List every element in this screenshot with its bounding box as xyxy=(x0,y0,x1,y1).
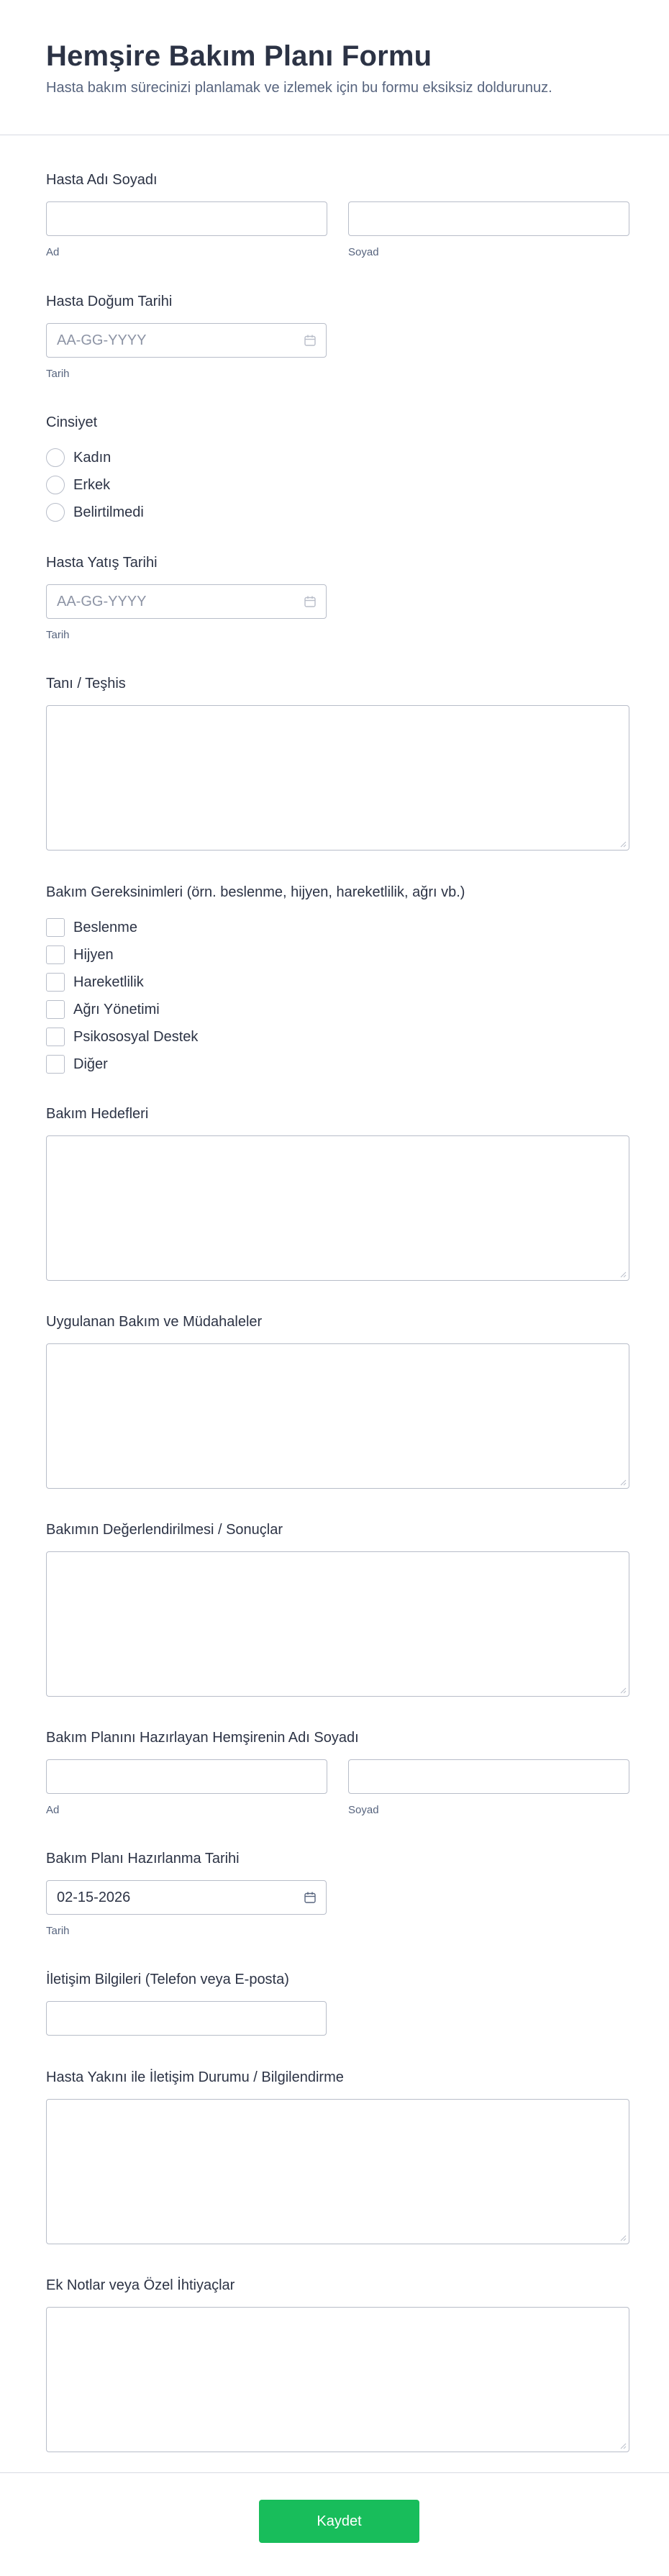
diagnosis-label: Tanı / Teşhis xyxy=(46,676,126,691)
gender-option-label: Kadın xyxy=(73,449,112,466)
care-goals-section xyxy=(46,1104,629,1281)
gender-option-label: Erkek xyxy=(73,476,111,493)
interventions-label: Uygulanan Bakım ve Müdahaleler xyxy=(46,1314,263,1330)
calendar-icon[interactable] xyxy=(304,1891,317,1904)
care-need-option-diger[interactable] xyxy=(46,1051,629,1078)
submit-button[interactable]: Kaydet xyxy=(259,2500,419,2543)
plan-date-label: Bakım Planı Hazırlanma Tarihi xyxy=(46,1851,240,1867)
diagnosis-section xyxy=(46,674,629,851)
family-contact-label: Hasta Yakını ile İletişim Durumu / Bilgilendirme xyxy=(46,2069,344,2085)
radio-button[interactable] xyxy=(46,448,65,467)
patient-first-name-sublabel: Ad xyxy=(46,246,60,258)
evaluation-textarea[interactable] xyxy=(46,1551,629,1697)
checkbox[interactable] xyxy=(46,1028,65,1046)
birth-date-label: Hasta Doğum Tarihi xyxy=(46,294,173,309)
radio-button[interactable] xyxy=(46,476,65,494)
resize-grip-icon[interactable] xyxy=(619,1271,627,1278)
diagnosis-textarea[interactable] xyxy=(46,705,629,851)
nurse-last-name-input[interactable] xyxy=(348,1759,629,1794)
care-need-option-hareketlilik[interactable] xyxy=(46,969,629,996)
evaluation-label: Bakımın Değerlendirilmesi / Sonuçlar xyxy=(46,1522,283,1538)
interventions-textarea[interactable] xyxy=(46,1343,629,1489)
care-need-option-psikososyal-destek[interactable] xyxy=(46,1023,629,1051)
contact-section xyxy=(46,1969,629,2036)
form-header xyxy=(0,0,669,135)
birth-date-section xyxy=(46,291,629,381)
family-contact-section xyxy=(46,2067,629,2244)
evaluation-section xyxy=(46,1520,629,1697)
calendar-icon[interactable] xyxy=(304,595,317,608)
resize-grip-icon[interactable] xyxy=(619,1687,627,1694)
patient-name-label: Hasta Adı Soyadı xyxy=(46,172,158,188)
nurse-name-section xyxy=(46,1728,629,1817)
gender-label: Cinsiyet xyxy=(46,414,98,430)
admission-date-section xyxy=(46,553,629,642)
gender-option-label: Belirtilmedi xyxy=(73,504,144,520)
form-footer xyxy=(0,2472,669,2576)
gender-option-belirtilmedi[interactable] xyxy=(46,499,629,526)
notes-section xyxy=(46,2275,629,2452)
nurse-name-label: Bakım Planını Hazırlayan Hemşirenin Adı Soyadı xyxy=(46,1730,359,1746)
resize-grip-icon[interactable] xyxy=(619,840,627,848)
care-need-option-beslenme[interactable] xyxy=(46,914,629,941)
patient-name-section xyxy=(46,170,629,259)
nurse-first-name-sublabel: Ad xyxy=(46,1804,60,1816)
care-need-option-label: Hareketlilik xyxy=(73,974,144,990)
admission-date-input[interactable] xyxy=(46,584,327,619)
admission-date-sublabel: Tarih xyxy=(46,629,70,641)
birth-date-input[interactable] xyxy=(46,323,327,358)
birth-date-sublabel: Tarih xyxy=(46,368,70,380)
form-title: Hemşire Bakım Planı Formu xyxy=(46,40,432,72)
checkbox[interactable] xyxy=(46,918,65,937)
care-need-option-label: Ağrı Yönetimi xyxy=(73,1001,160,1017)
form-subtitle: Hasta bakım sürecinizi planlamak ve izlemek için bu formu eksiksiz doldurunuz. xyxy=(46,80,552,96)
checkbox[interactable] xyxy=(46,1000,65,1019)
care-needs-section xyxy=(46,882,629,1078)
interventions-section xyxy=(46,1312,629,1489)
checkbox[interactable] xyxy=(46,945,65,964)
care-needs-label: Bakım Gereksinimleri (örn. beslenme, hijyen, hareketlilik, ağrı vb.) xyxy=(46,884,465,900)
nurse-first-name-input[interactable] xyxy=(46,1759,327,1794)
notes-textarea[interactable] xyxy=(46,2307,629,2452)
care-need-option-label: Hijyen xyxy=(73,946,114,963)
patient-last-name-input[interactable] xyxy=(348,201,629,236)
care-need-option-label: Psikososyal Destek xyxy=(73,1028,199,1045)
patient-last-name-sublabel: Soyad xyxy=(348,246,379,258)
plan-date-sublabel: Tarih xyxy=(46,1925,70,1937)
gender-section xyxy=(46,412,629,526)
patient-first-name-input[interactable] xyxy=(46,201,327,236)
radio-button[interactable] xyxy=(46,503,65,522)
contact-label: İletişim Bilgileri (Telefon veya E-posta) xyxy=(46,1972,289,1987)
checkbox[interactable] xyxy=(46,973,65,992)
notes-label: Ek Notlar veya Özel İhtiyaçlar xyxy=(46,2277,235,2293)
resize-grip-icon[interactable] xyxy=(619,1479,627,1486)
resize-grip-icon[interactable] xyxy=(619,2442,627,2449)
care-need-option-label: Diğer xyxy=(73,1056,108,1072)
contact-input[interactable] xyxy=(46,2001,327,2036)
plan-date-input[interactable] xyxy=(46,1880,327,1915)
care-need-option-label: Beslenme xyxy=(73,919,137,935)
care-goals-textarea[interactable] xyxy=(46,1135,629,1281)
plan-date-section xyxy=(46,1849,629,1938)
gender-option-erkek[interactable] xyxy=(46,471,629,499)
family-contact-textarea[interactable] xyxy=(46,2099,629,2244)
gender-option-kadin[interactable] xyxy=(46,444,629,471)
calendar-icon[interactable] xyxy=(304,334,317,347)
checkbox[interactable] xyxy=(46,1055,65,1074)
care-goals-label: Bakım Hedefleri xyxy=(46,1106,149,1122)
care-need-option-agri-yonetimi[interactable] xyxy=(46,996,629,1023)
admission-date-label: Hasta Yatış Tarihi xyxy=(46,555,158,571)
care-need-option-hijyen[interactable] xyxy=(46,941,629,969)
resize-grip-icon[interactable] xyxy=(619,2234,627,2241)
nurse-last-name-sublabel: Soyad xyxy=(348,1804,379,1816)
